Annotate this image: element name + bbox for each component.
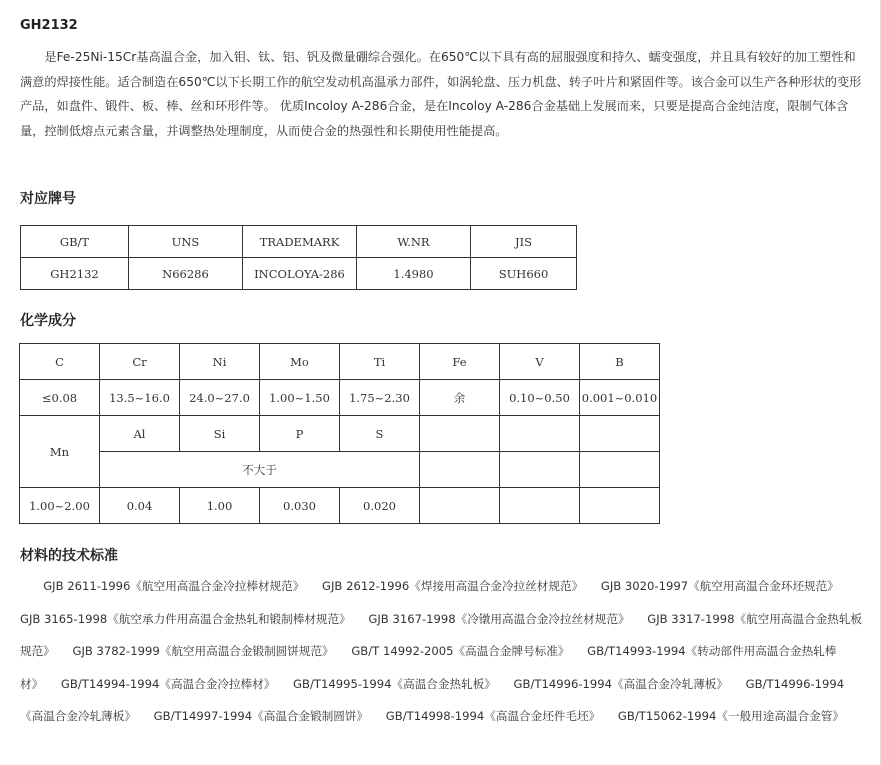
chem-empty-cell	[500, 488, 580, 524]
chem-empty-cell	[420, 416, 500, 452]
chem-header-p: P	[260, 416, 340, 452]
standard-item: GJB 3167-1998《冷镦用高温合金冷拉丝材规范》	[368, 611, 630, 626]
chem-header-s: S	[340, 416, 420, 452]
standard-item: GJB 2611-1996《航空用高温合金冷拉棒材规范》	[43, 579, 305, 593]
grade-header-gbt: GB/T	[21, 226, 129, 258]
chem-header-fe: Fe	[420, 344, 500, 380]
chem-header-mo: Mo	[260, 344, 340, 380]
chem-header-al: Al	[100, 416, 180, 452]
standard-item: GB/T 14992-2005《高温合金牌号标准》	[351, 644, 570, 658]
chem-header-ti: Ti	[340, 344, 420, 380]
chem-value-mo: 1.00~1.50	[260, 380, 340, 416]
standards-list	[20, 570, 865, 733]
chem-value-row-1	[20, 380, 660, 416]
chem-not-more-than: 不大于	[100, 452, 420, 488]
chem-header-b: B	[580, 344, 660, 380]
standard-item: GB/T14995-1994《高温合金热轧板》	[293, 676, 496, 691]
page-title: GH2132	[20, 18, 78, 33]
chem-value-p: 0.030	[260, 488, 340, 524]
chem-value-s: 0.020	[340, 488, 420, 524]
standard-item: GJB 3165-1998《航空承力件用高温合金热轧和锻制棒材规范》	[20, 611, 351, 626]
standard-item: GJB 2612-1996《焊接用高温合金冷拉丝材规范》	[322, 579, 584, 593]
chem-header-cr: Cr	[100, 344, 180, 380]
grade-value-jis: SUH660	[471, 258, 577, 290]
chem-value-ni: 24.0~27.0	[180, 380, 260, 416]
standard-item: GJB 3317-1998《航空用高温合金热轧板规范》	[20, 611, 863, 658]
chem-value-si: 1.00	[180, 488, 260, 524]
chem-value-mn: 1.00~2.00	[20, 488, 100, 524]
chem-limit-row	[20, 452, 660, 488]
chem-header-c: C	[20, 344, 100, 380]
intro-text: 是Fe-25Ni-15Cr基高温合金，加入钼、钛、铝、钒及微量硼综合强化。在650℃以下具有高的屈服强度和持久、蠕变强度，并且具有较好的加工塑性和满意的焊接性能。适合制造在650℃以下长期工作的航空发动机高温承力部件，如涡轮盘、压力机盘、转子叶片和紧固件等。该合金可以生产各种形状的变形产品，如盘件、锻件、板、棒、丝和环形件等。 优质Incoloy A-286合金，是在Incoloy A-286合金基础上发展而来，只要是提高合金纯洁度，限制气体含量，控制低熔点元素含量，并调整热处理制度，从而使合金的热强性和长期使用性能提高。	[20, 50, 862, 138]
grade-header-trademark: TRADEMARK	[243, 226, 357, 258]
standard-item: GB/T14998-1994《高温合金坯件毛坯》	[385, 709, 601, 723]
grades-value-row	[21, 258, 577, 290]
chem-value-c: ≤0.08	[20, 380, 100, 416]
chem-empty-cell	[580, 452, 660, 488]
standard-item: GB/T14994-1994《高温合金冷拉棒材》	[60, 676, 276, 691]
grades-header-row	[21, 226, 577, 258]
standards-paragraph	[20, 570, 865, 733]
chem-empty-cell	[580, 416, 660, 452]
chem-empty-cell	[500, 416, 580, 452]
standard-item: GB/T14996-1994《高温合金冷轧薄板》	[20, 676, 845, 723]
chem-header-row-2	[20, 416, 660, 452]
chem-header-row-1	[20, 344, 660, 380]
chem-header-mn: Mn	[20, 416, 100, 488]
chem-value-b: 0.001~0.010	[580, 380, 660, 416]
chem-empty-cell	[420, 452, 500, 488]
chem-header-si: Si	[180, 416, 260, 452]
chem-header-v: V	[500, 344, 580, 380]
grade-header-uns: UNS	[129, 226, 243, 258]
standard-item: GB/T14996-1994《高温合金冷轧薄板》	[513, 676, 728, 691]
chem-empty-cell	[420, 488, 500, 524]
grade-value-gbt: GH2132	[21, 258, 129, 290]
standard-item: GJB 3782-1999《航空用高温合金锻制圆饼规范》	[72, 644, 334, 658]
grades-heading: 对应牌号	[20, 191, 76, 207]
chem-value-ti: 1.75~2.30	[340, 380, 420, 416]
grade-value-uns: N66286	[129, 258, 243, 290]
chem-empty-cell	[580, 488, 660, 524]
grade-header-jis: JIS	[471, 226, 577, 258]
standard-item: GB/T14993-1994《转动部件用高温合金热轧棒材》	[20, 644, 837, 691]
intro-paragraph	[20, 45, 865, 143]
grade-value-wnr: 1.4980	[357, 258, 471, 290]
chem-value-v: 0.10~0.50	[500, 380, 580, 416]
chem-value-al: 0.04	[100, 488, 180, 524]
chem-table	[19, 343, 660, 524]
chem-value-fe: 余	[420, 380, 500, 416]
grades-table	[20, 225, 577, 290]
standard-item: GB/T15062-1994《一般用途高温合金管》	[617, 709, 844, 723]
chem-value-row-2	[20, 488, 660, 524]
chem-empty-cell	[500, 452, 580, 488]
standard-item: GB/T14997-1994《高温合金锻制圆饼》	[153, 709, 369, 723]
chem-header-ni: Ni	[180, 344, 260, 380]
chem-value-cr: 13.5~16.0	[100, 380, 180, 416]
grade-value-trademark: INCOLOYA-286	[243, 258, 357, 290]
grade-header-wnr: W.NR	[357, 226, 471, 258]
standard-item: GJB 3020-1997《航空用高温合金环坯规范》	[600, 579, 839, 593]
standards-heading: 材料的技术标准	[20, 548, 118, 564]
chem-heading: 化学成分	[20, 313, 76, 329]
